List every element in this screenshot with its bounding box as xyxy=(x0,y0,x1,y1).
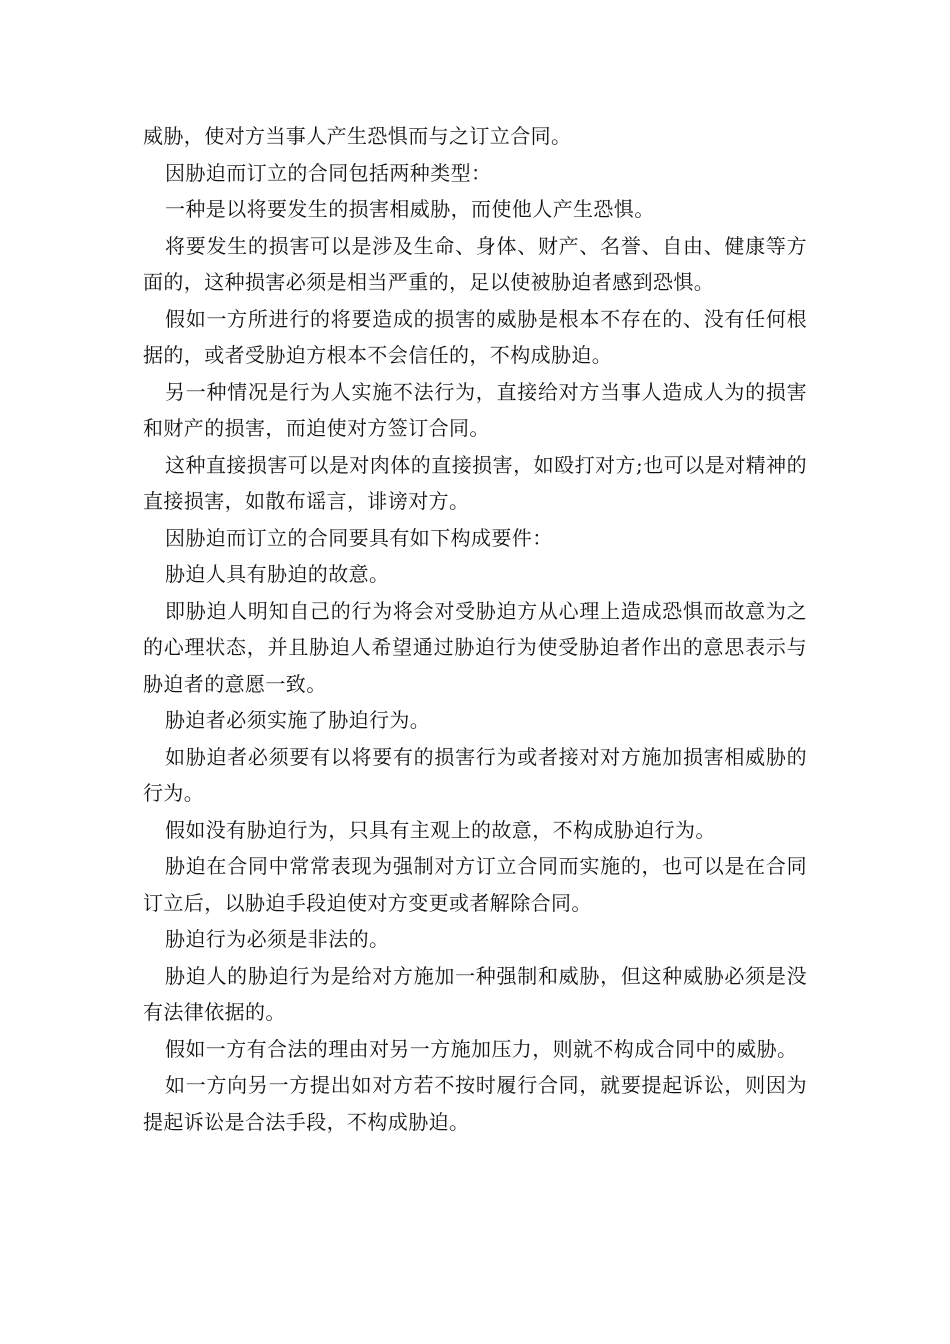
paragraph: 这种直接损害可以是对肉体的直接损害，如殴打对方;也可以是对精神的直接损害，如散布谣言，诽谤对方。 xyxy=(143,452,807,513)
paragraph: 另一种情况是行为人实施不法行为，直接给对方当事人造成人为的损害和财产的损害，而迫使对方签订合同。 xyxy=(143,379,807,440)
paragraph: 假如一方有合法的理由对另一方施加压力，则就不构成合同中的威胁。 xyxy=(165,1036,798,1061)
paragraph: 胁迫行为必须是非法的。 xyxy=(165,927,390,951)
document-body xyxy=(143,118,807,1140)
paragraph: 一种是以将要发生的损害相威胁，而使他人产生恐惧。 xyxy=(165,197,655,221)
paragraph: 因胁迫而订立的合同要具有如下构成要件： xyxy=(165,525,553,550)
paragraph: 将要发生的损害可以是涉及生命、身体、财产、名誉、自由、健康等方面的，这种损害必须是相当严重的，足以使被胁迫者感到恐惧。 xyxy=(143,233,807,294)
paragraph: 威胁，使对方当事人产生恐惧而与之订立合同。 xyxy=(143,124,572,148)
paragraph: 假如没有胁迫行为，只具有主观上的故意，不构成胁迫行为。 xyxy=(165,817,716,842)
paragraph: 即胁迫人明知自己的行为将会对受胁迫方从心理上造成恐惧而故意为之的心理状态，并且胁迫人希望通过胁迫行为使受胁迫者作出的意思表示与胁迫者的意愿一致。 xyxy=(143,598,807,696)
paragraph: 胁迫者必须实施了胁迫行为。 xyxy=(165,708,431,732)
paragraph: 胁迫人的胁迫行为是给对方施加一种强制和威胁，但这种威胁必须是没有法律依据的。 xyxy=(143,963,807,1024)
paragraph: 如胁迫者必须要有以将要有的损害行为或者接对对方施加损害相威胁的行为。 xyxy=(143,744,807,805)
paragraph: 假如一方所进行的将要造成的损害的威胁是根本不存在的、没有任何根据的，或者受胁迫方根本不会信任的，不构成胁迫。 xyxy=(143,306,807,367)
paragraph: 如一方向另一方提出如对方若不按时履行合同，就要提起诉讼，则因为提起诉讼是合法手段，不构成胁迫。 xyxy=(143,1073,807,1134)
paragraph: 因胁迫而订立的合同包括两种类型： xyxy=(165,160,492,185)
paragraph: 胁迫人具有胁迫的故意。 xyxy=(165,562,390,586)
paragraph: 胁迫在合同中常常表现为强制对方订立合同而实施的，也可以是在合同订立后，以胁迫手段迫使对方变更或者解除合同。 xyxy=(143,854,807,915)
